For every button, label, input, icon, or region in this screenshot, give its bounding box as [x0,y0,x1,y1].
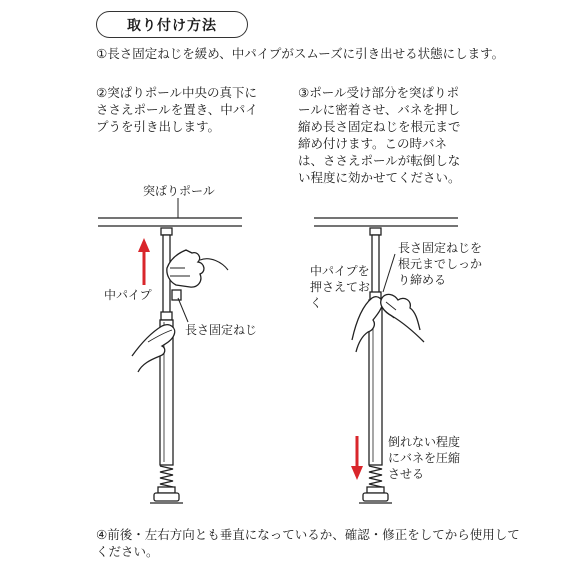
right-ceiling-pole [314,218,458,226]
step-1-number: ① [96,46,108,61]
tighten-label-leader [383,254,395,292]
left-upper-hand [167,250,204,287]
pull-up-arrow [138,238,150,285]
fixing-screw-label: 長さ固定ねじ [185,323,258,337]
step-2-text: 突ぱりポール中央の真下にささえポールを置き、中パイプうを引き出します。 [96,85,258,134]
left-fixing-screw [172,290,181,300]
compress-down-arrow [351,436,363,480]
step-4-text: 前後・左右方向とも垂直になっているか、確認・修正をしてから使用してください。 [96,527,520,559]
ceiling-pole-label: 突ぱりポール [143,184,215,198]
left-ceiling-pole [98,218,242,226]
step-2-number: ② [96,85,108,100]
step-3-number: ③ [298,85,310,100]
section-title: 取り付け方法 [96,11,248,38]
compress-spring-label: 倒れない程度にバネを圧縮させる [388,435,461,481]
inner-pipe-label: 中パイプ [104,288,152,302]
hold-pipe-label: 中パイプを押さえておく [310,264,371,310]
step-1-text: 長さ固定ねじを緩め、中パイプがスムーズに引き出せる状態にします。 [107,46,505,61]
step-4-number: ④ [96,527,108,542]
right-tightening-hand [381,294,424,342]
tighten-screw-label: 長さ固定ねじを根元までしっかり締める [398,241,483,287]
left-figure [98,198,242,503]
screw-label-leader [178,298,188,322]
step-3-text: ポール受け部分を突ぱりポールに密着させ、バネを押し縮め長さ固定ねじを根元まで締め付けます。この時バネは、ささえポールが転倒しない程度に効かせてください。 [298,85,461,185]
